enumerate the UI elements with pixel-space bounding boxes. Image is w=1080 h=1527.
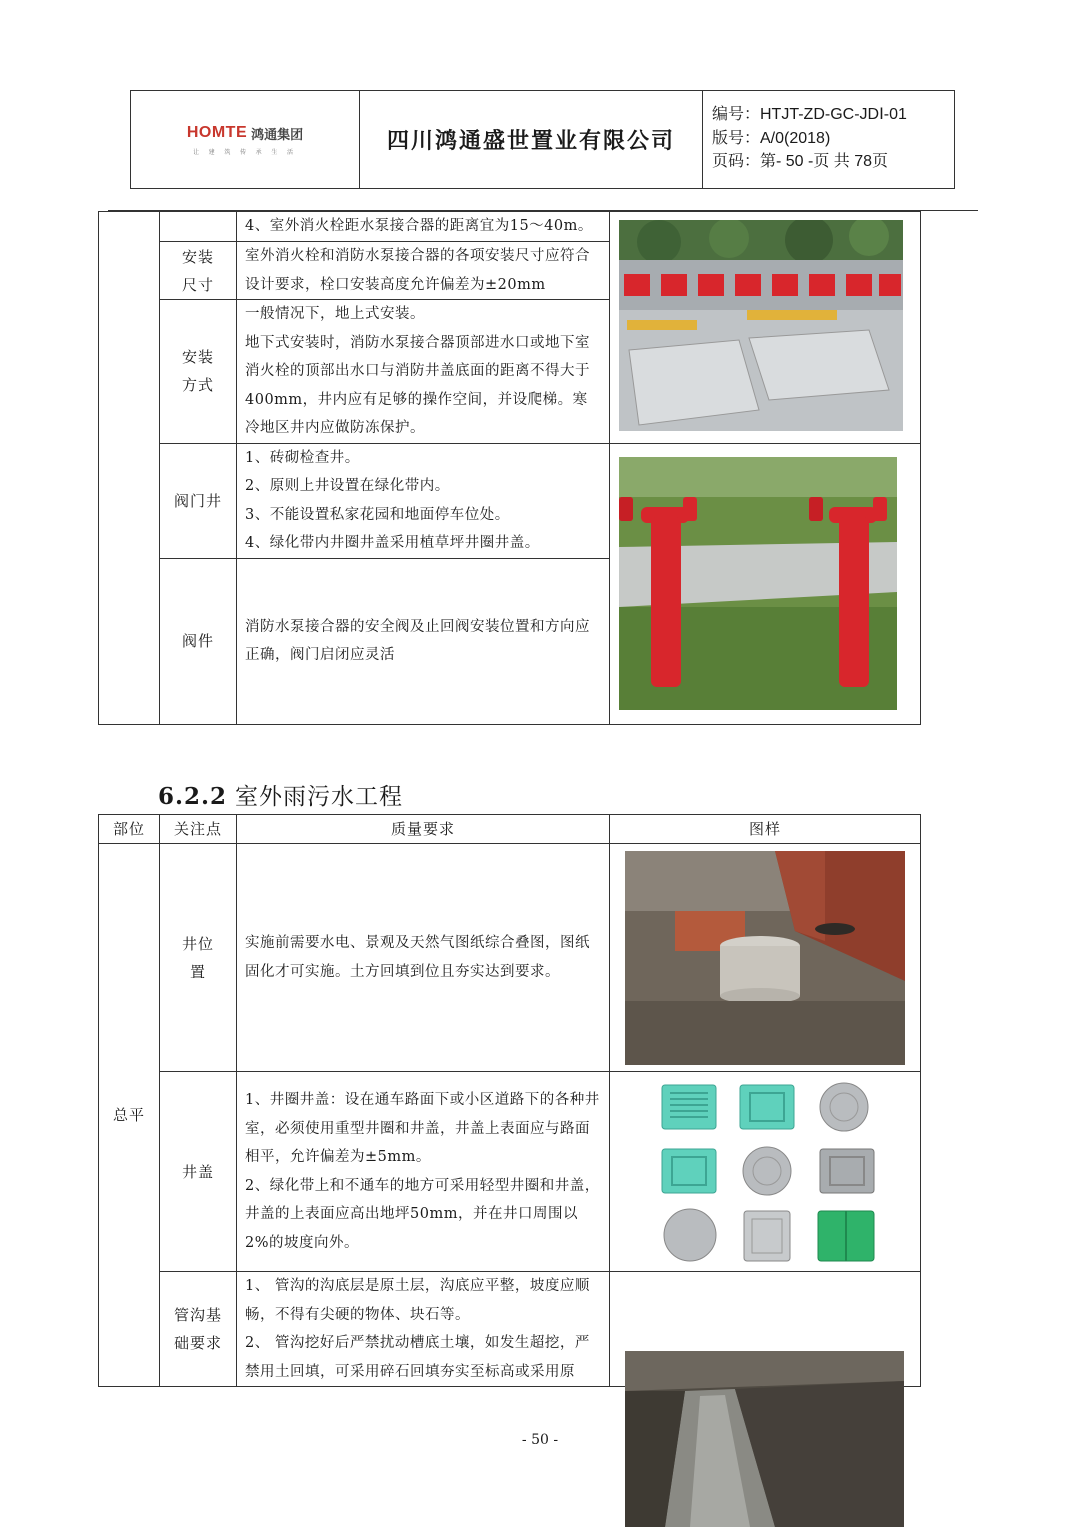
- manhole-cover-samples: [652, 1077, 882, 1267]
- pump-adapter-photo: [619, 220, 903, 431]
- header-figure: 图样: [610, 815, 921, 844]
- logo-en: HOMTE: [186, 124, 248, 141]
- part-cell-empty: [99, 212, 160, 725]
- well-position-text: 实施前需要水电、景观及天然气图纸综合叠图，图纸固化才可实施。土方回填到位且夯实达到要求。: [237, 844, 610, 1072]
- trench-base-label: 管沟基 础要求: [160, 1272, 237, 1387]
- manhole-cover-label: 井盖: [160, 1072, 237, 1272]
- doc-version: 版号：A/0(2018): [712, 129, 831, 147]
- section-title: [158, 778, 403, 811]
- logo-cn: 鸿通集团: [251, 126, 304, 142]
- well-position-photo-cell: [610, 844, 921, 1072]
- manhole-cover-text: 1、井圈井盖：设在通车路面下或小区道路下的各种井室，必须使用重型井圈和井盖，井盖上表面应与路面相平，允许偏差为±5mm。 2、绿化带上和不通车的地方可采用轻型井圈和井盖，井盖的上表面应高出地坪50mm，并在井口周围以2%的坡度向外。: [237, 1072, 610, 1272]
- hydrant-photo: [619, 457, 897, 710]
- hydrant-photo-cell: [610, 443, 921, 724]
- page-number: - 50 -: [521, 1432, 559, 1448]
- part-general-plan: 总平: [99, 844, 160, 1387]
- manhole-cover-photo-cell: [610, 1072, 921, 1272]
- valve-well-label: 阀门井: [160, 443, 237, 558]
- label-cell-empty: [160, 212, 237, 242]
- company-logo: [187, 124, 303, 143]
- excavation-photo: [625, 851, 905, 1065]
- hydrant-table: [98, 211, 921, 725]
- install-method-label: 安装 方式: [160, 300, 237, 444]
- company-name: 四川鸿通盛世置业有限公司: [360, 91, 703, 188]
- drainage-table: [98, 814, 921, 1387]
- adapter-photo-cell: [610, 212, 921, 444]
- logo-cell: [131, 91, 360, 188]
- header-quality: 质量要求: [237, 815, 610, 844]
- logo-tagline: 让 建 筑 传 承 生 活: [192, 149, 297, 156]
- valve-part-label: 阀件: [160, 558, 237, 724]
- document-meta: [703, 91, 954, 188]
- install-method-text: 一般情况下，地上式安装。 地下式安装时，消防水泵接合器顶部进水口或地下室消火栓的顶部出水口与消防井盖底面的距离不得大于400mm，井内应有足够的操作空间，并设爬梯。寒冷地区井内应做防冻保护。: [237, 300, 610, 444]
- valve-well-text: 1、砖砌检查井。 2、原则上井设置在绿化带内。 3、不能设置私家花园和地面停车位处。 4、绿化带内井圈井盖采用植草坪井圈井盖。: [237, 443, 610, 558]
- header-part: 部位: [99, 815, 160, 844]
- distance-text: 4、室外消火栓距水泵接合器的距离宜为15～40m。: [237, 212, 610, 242]
- valve-part-text: 消防水泵接合器的安全阀及止回阀安装位置和方向应正确，阀门启闭应灵活: [237, 558, 610, 724]
- install-size-text: 室外消火栓和消防水泵接合器的各项安装尺寸应符合设计要求，栓口安装高度允许偏差为±20mm: [237, 242, 610, 300]
- section-heading: 室外雨污水工程: [235, 784, 404, 810]
- header-focus: 关注点: [160, 815, 237, 844]
- trench-base-text: 1、 管沟的沟底层是原土层，沟底应平整，坡度应顺畅，不得有尖硬的物体、块石等。 2、 管沟挖好后严禁扰动槽底土壤，如发生超挖，严禁用土回填，可采用碎石回填夯实至标高或采用原: [237, 1272, 610, 1387]
- well-position-label: 井位 置: [160, 844, 237, 1072]
- install-size-label: 安装 尺寸: [160, 242, 237, 300]
- document-header: [130, 90, 955, 189]
- section-number: 6.2.2: [158, 783, 228, 810]
- doc-number: 编号：HTJT-ZD-GC-JDⅠ-01: [712, 106, 907, 123]
- page-info: 页码：第- 50 -页 共 78页: [712, 153, 889, 170]
